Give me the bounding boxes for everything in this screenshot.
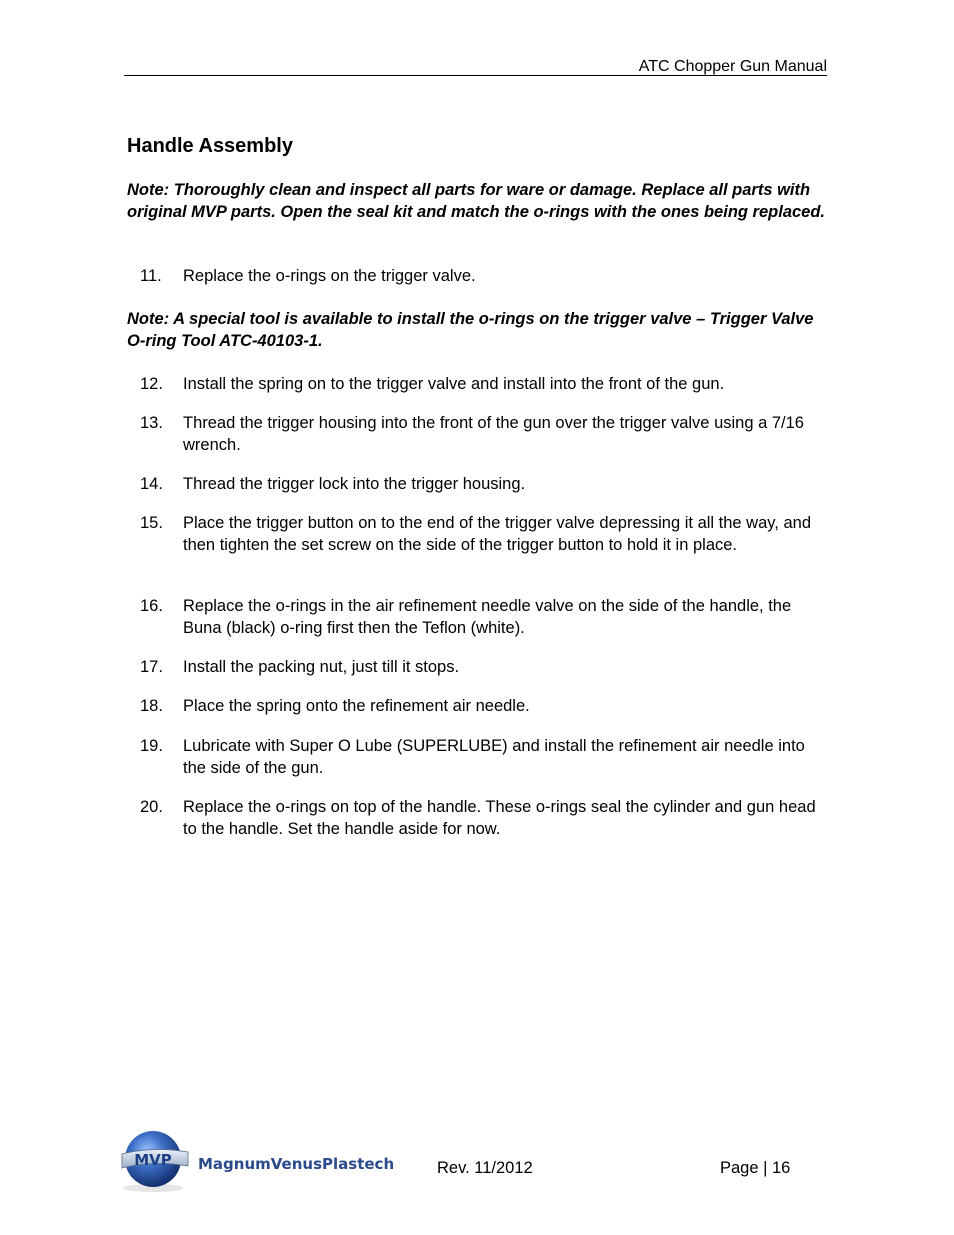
header-title: ATC Chopper Gun Manual [638, 58, 827, 75]
step-text: Replace the o-rings on the trigger valve. [183, 267, 476, 285]
note-special-tool: Note: A special tool is available to install the o-rings on the trigger valve – Trigger Valve O-ring Tool ATC-40103-1. [127, 310, 814, 350]
step-number: 20. [140, 798, 163, 816]
step-number: 11. [140, 267, 162, 285]
step-text: Place the trigger button on to the end of the trigger valve depressing it all the way, and then tighten the set screw on the side of the trigger button to hold it in place. [183, 514, 811, 554]
step-text: Install the packing nut, just till it stops. [183, 658, 460, 676]
header-rule [124, 75, 827, 76]
mvp-logo-icon [116, 1128, 406, 1194]
footer-page-number: Page | 16 [720, 1159, 791, 1177]
logo-mark-text: MVP [134, 1151, 172, 1169]
section-heading: Handle Assembly [127, 135, 293, 157]
step-text: Install the spring on to the trigger valve and install into the front of the gun. [183, 375, 725, 393]
note-cleaning: Note: Thoroughly clean and inspect all parts for ware or damage. Replace all parts with original MVP parts. Open the seal kit and match the o-rings with the ones being replaced. [127, 181, 826, 221]
step-text: Replace the o-rings in the air refinement needle valve on the side of the handle, the Buna (black) o-ring first then the Teflon (white). [183, 597, 792, 637]
step-text: Thread the trigger lock into the trigger housing. [183, 475, 526, 493]
step-text: Lubricate with Super O Lube (SUPERLUBE) and install the refinement air needle into the side of the gun. [183, 737, 805, 777]
step-number: 13. [140, 414, 163, 432]
footer-revision: Rev. 11/2012 [437, 1159, 533, 1177]
step-number: 15. [140, 514, 163, 532]
mvp-logo [116, 1128, 406, 1194]
step-number: 12. [140, 375, 163, 393]
step-number: 18. [140, 697, 163, 715]
logo-wordmark-text: MagnumVenusPlastech [198, 1155, 395, 1173]
step-number: 14. [140, 475, 163, 493]
step-text: Thread the trigger housing into the front of the gun over the trigger valve using a 7/16 wrench. [183, 414, 804, 454]
step-number: 16. [140, 597, 163, 615]
step-text: Replace the o-rings on top of the handle. These o-rings seal the cylinder and gun head to the handle. Set the handle aside for now. [183, 798, 816, 838]
step-number: 19. [140, 737, 163, 755]
step-number: 17. [140, 658, 163, 676]
step-text: Place the spring onto the refinement air needle. [183, 697, 530, 715]
